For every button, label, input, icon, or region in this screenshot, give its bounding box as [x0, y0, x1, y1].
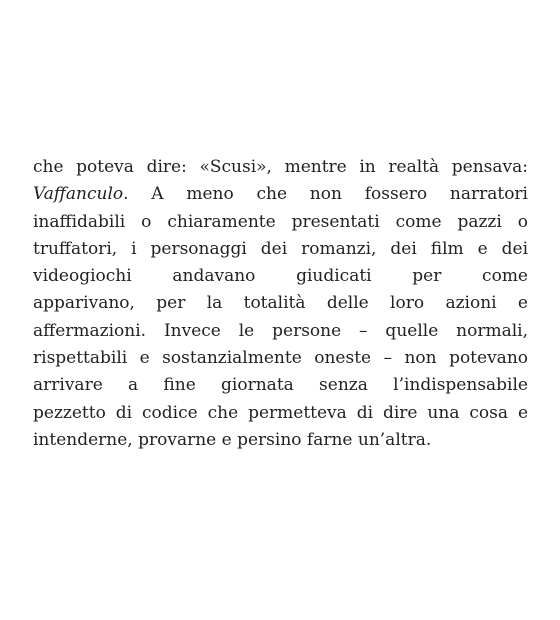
paragraph-line-2: Vaffanculo. A meno che non fossero narratori	[33, 184, 528, 205]
paragraph-line-10: pezzetto di codice che permetteva di dire una cosa e	[33, 402, 528, 423]
paragraph-line-9: arrivare a fine giornata senza l’indispensabile	[33, 375, 528, 396]
paragraph-line-7: affermazioni. Invece le persone – quelle normali,	[33, 320, 528, 341]
paragraph-line-11: intenderne, provarne e persino farne un’altra.	[33, 429, 432, 450]
italic-word: Vaffanculo	[33, 184, 124, 205]
body-paragraph	[33, 154, 528, 454]
paragraph-line-3: inaffidabili o chiaramente presentati come pazzi o	[33, 211, 528, 232]
paragraph-line-6: apparivano, per la totalità delle loro azioni e	[33, 293, 528, 314]
paragraph-line-4: truffatori, i personaggi dei romanzi, dei film e dei	[33, 238, 528, 259]
paragraph-line-8: rispettabili e sostanzialmente oneste – non potevano	[33, 348, 528, 369]
paragraph-line-1: che poteva dire: «Scusi», mentre in realtà pensava:	[33, 157, 528, 177]
paragraph-line-5: videogiochi andavano giudicati per come	[33, 266, 528, 287]
